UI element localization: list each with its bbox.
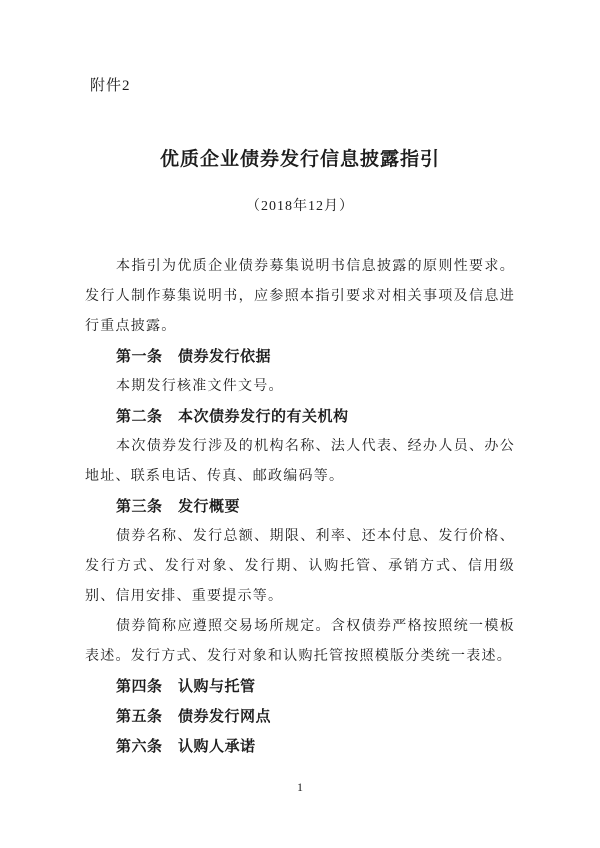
section-paragraph: 债券简称应遵照交易场所规定。含权债券严格按照统一模板表述。发行方式、发行对象和认购托管按照模版分类统一表述。	[85, 619, 515, 664]
section-heading-article-3: 第三条 发行概要	[116, 498, 241, 515]
document-body	[85, 252, 515, 762]
section-paragraph: 债券名称、发行总额、期限、利率、还本付息、发行价格、发行方式、发行对象、发行期、认购托管、承销方式、信用级别、信用安排、重要提示等。	[85, 529, 515, 604]
page-number: 1	[297, 780, 303, 794]
document-title: 优质企业债券发行信息披露指引	[159, 149, 440, 170]
section-paragraph: 本期发行核准文件文号。	[116, 379, 284, 394]
section-heading-article-5: 第五条 债券发行网点	[116, 708, 272, 725]
document-date: （2018年12月）	[246, 199, 354, 214]
section-heading-article-4: 第四条 认购与托管	[116, 678, 256, 695]
section-heading-article-2: 第二条 本次债券发行的有关机构	[116, 408, 349, 425]
section-heading-article-6: 第六条 认购人承诺	[116, 738, 256, 755]
section-paragraph: 本次债券发行涉及的机构名称、法人代表、经办人员、办公地址、联系电话、传真、邮政编码等。	[85, 439, 515, 484]
intro-paragraph: 本指引为优质企业债券募集说明书信息披露的原则性要求。发行人制作募集说明书，应参照本指引要求对相关事项及信息进行重点披露。	[85, 259, 515, 334]
attachment-label: 附件2	[90, 78, 131, 94]
section-heading-article-1: 第一条 债券发行依据	[116, 348, 272, 365]
